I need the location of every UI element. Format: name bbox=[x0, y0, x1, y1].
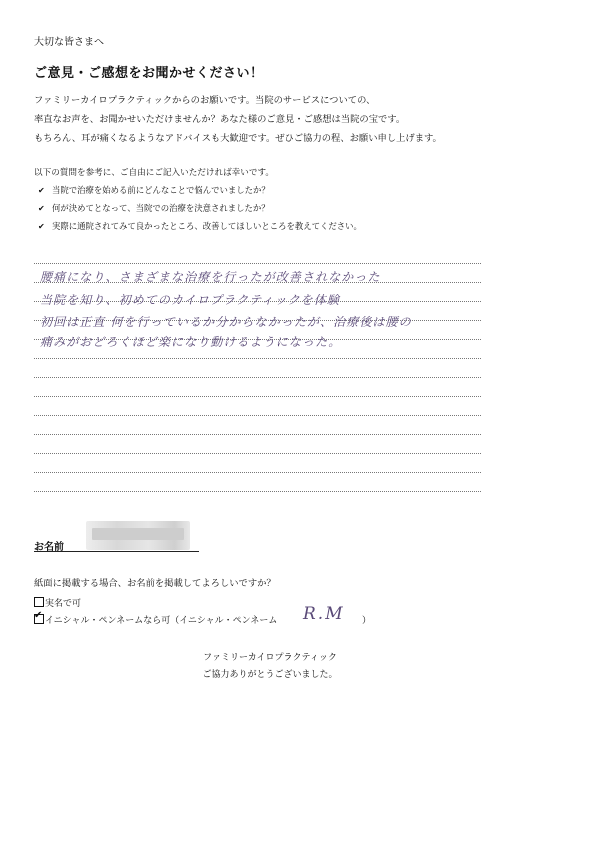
intro-line-1: ファミリーカイロプラクティックからのお願いです。当院のサービスについての、 bbox=[34, 95, 376, 106]
question-2 bbox=[38, 202, 270, 214]
checkbox-real-name[interactable] bbox=[34, 597, 44, 607]
handwritten-answer-line: 腰痛になり、さまざまな治療を行ったが改善されなかった bbox=[40, 270, 381, 284]
question-text: 実際に通院されてみて良かったところ、改善してほしいところを教えてください。 bbox=[52, 221, 362, 231]
option-label: イニシャル・ペンネームなら可（イニシャル・ペンネーム bbox=[45, 616, 278, 626]
name-label: お名前 bbox=[34, 542, 64, 553]
question-text: 何が決めてとなって、当院での治療を決意されましたか？ bbox=[52, 203, 270, 213]
check-icon: ✔ bbox=[38, 204, 45, 213]
publish-question: 紙面に掲載する場合、お名前を掲載してよろしいですか？ bbox=[34, 578, 276, 589]
option-label: 実名で可 bbox=[45, 599, 82, 609]
intro-line-3: もちろん、耳が痛くなるようなアドバイスも大歓迎です。ぜひご協力の程、お願い申し上げます。 bbox=[34, 133, 442, 144]
ruled-line bbox=[34, 491, 481, 492]
guide-text: 以下の質問を参考に、ご自由にご記入いただければ幸いです。 bbox=[34, 168, 274, 178]
check-icon: ✔ bbox=[38, 222, 45, 231]
footer-thanks: ご協力ありがとうございました。 bbox=[202, 670, 338, 680]
question-text: 当院で治療を始める前にどんなことで悩んでいましたか？ bbox=[52, 185, 270, 195]
handwritten-initials: R.M bbox=[303, 604, 345, 624]
question-3 bbox=[38, 220, 362, 232]
ruled-line bbox=[34, 396, 481, 397]
ruled-line bbox=[34, 263, 481, 264]
handwritten-answer-line: 当院を知り、初めてのカイロプラクティックを体験 bbox=[40, 293, 340, 307]
intro-line-2: 率直なお声を、お聞かせいただけませんか？あなた様のご意見・ご感想は当院の宝です。 bbox=[34, 114, 406, 125]
footer-clinic-name: ファミリーカイロプラクティック bbox=[203, 653, 337, 663]
page-title: ご意見・ご感想をお聞かせください！ bbox=[34, 66, 264, 81]
option-initials[interactable] bbox=[34, 610, 278, 626]
ruled-line bbox=[34, 358, 481, 359]
check-icon: ✔ bbox=[38, 186, 45, 195]
closing-parenthesis: ） bbox=[362, 616, 372, 626]
greeting: 大切な皆さまへ bbox=[34, 37, 104, 48]
handwritten-answer-line: 初回は正直 何を行っているか分からなかったが、治療後は腰の bbox=[40, 315, 412, 329]
option-real-name[interactable] bbox=[34, 596, 81, 609]
checkbox-initials[interactable] bbox=[34, 610, 44, 624]
handwritten-answer-line: 痛みがおどろくほど楽になり動けるようになった。 bbox=[40, 335, 342, 349]
ruled-line bbox=[34, 434, 481, 435]
ruled-line bbox=[34, 415, 481, 416]
check-icon: ✔ bbox=[34, 610, 43, 621]
ruled-line bbox=[34, 472, 481, 473]
ruled-line bbox=[34, 377, 481, 378]
name-underline bbox=[34, 551, 199, 552]
question-1 bbox=[38, 184, 270, 196]
redacted-name-detail bbox=[92, 528, 184, 540]
ruled-line bbox=[34, 453, 481, 454]
